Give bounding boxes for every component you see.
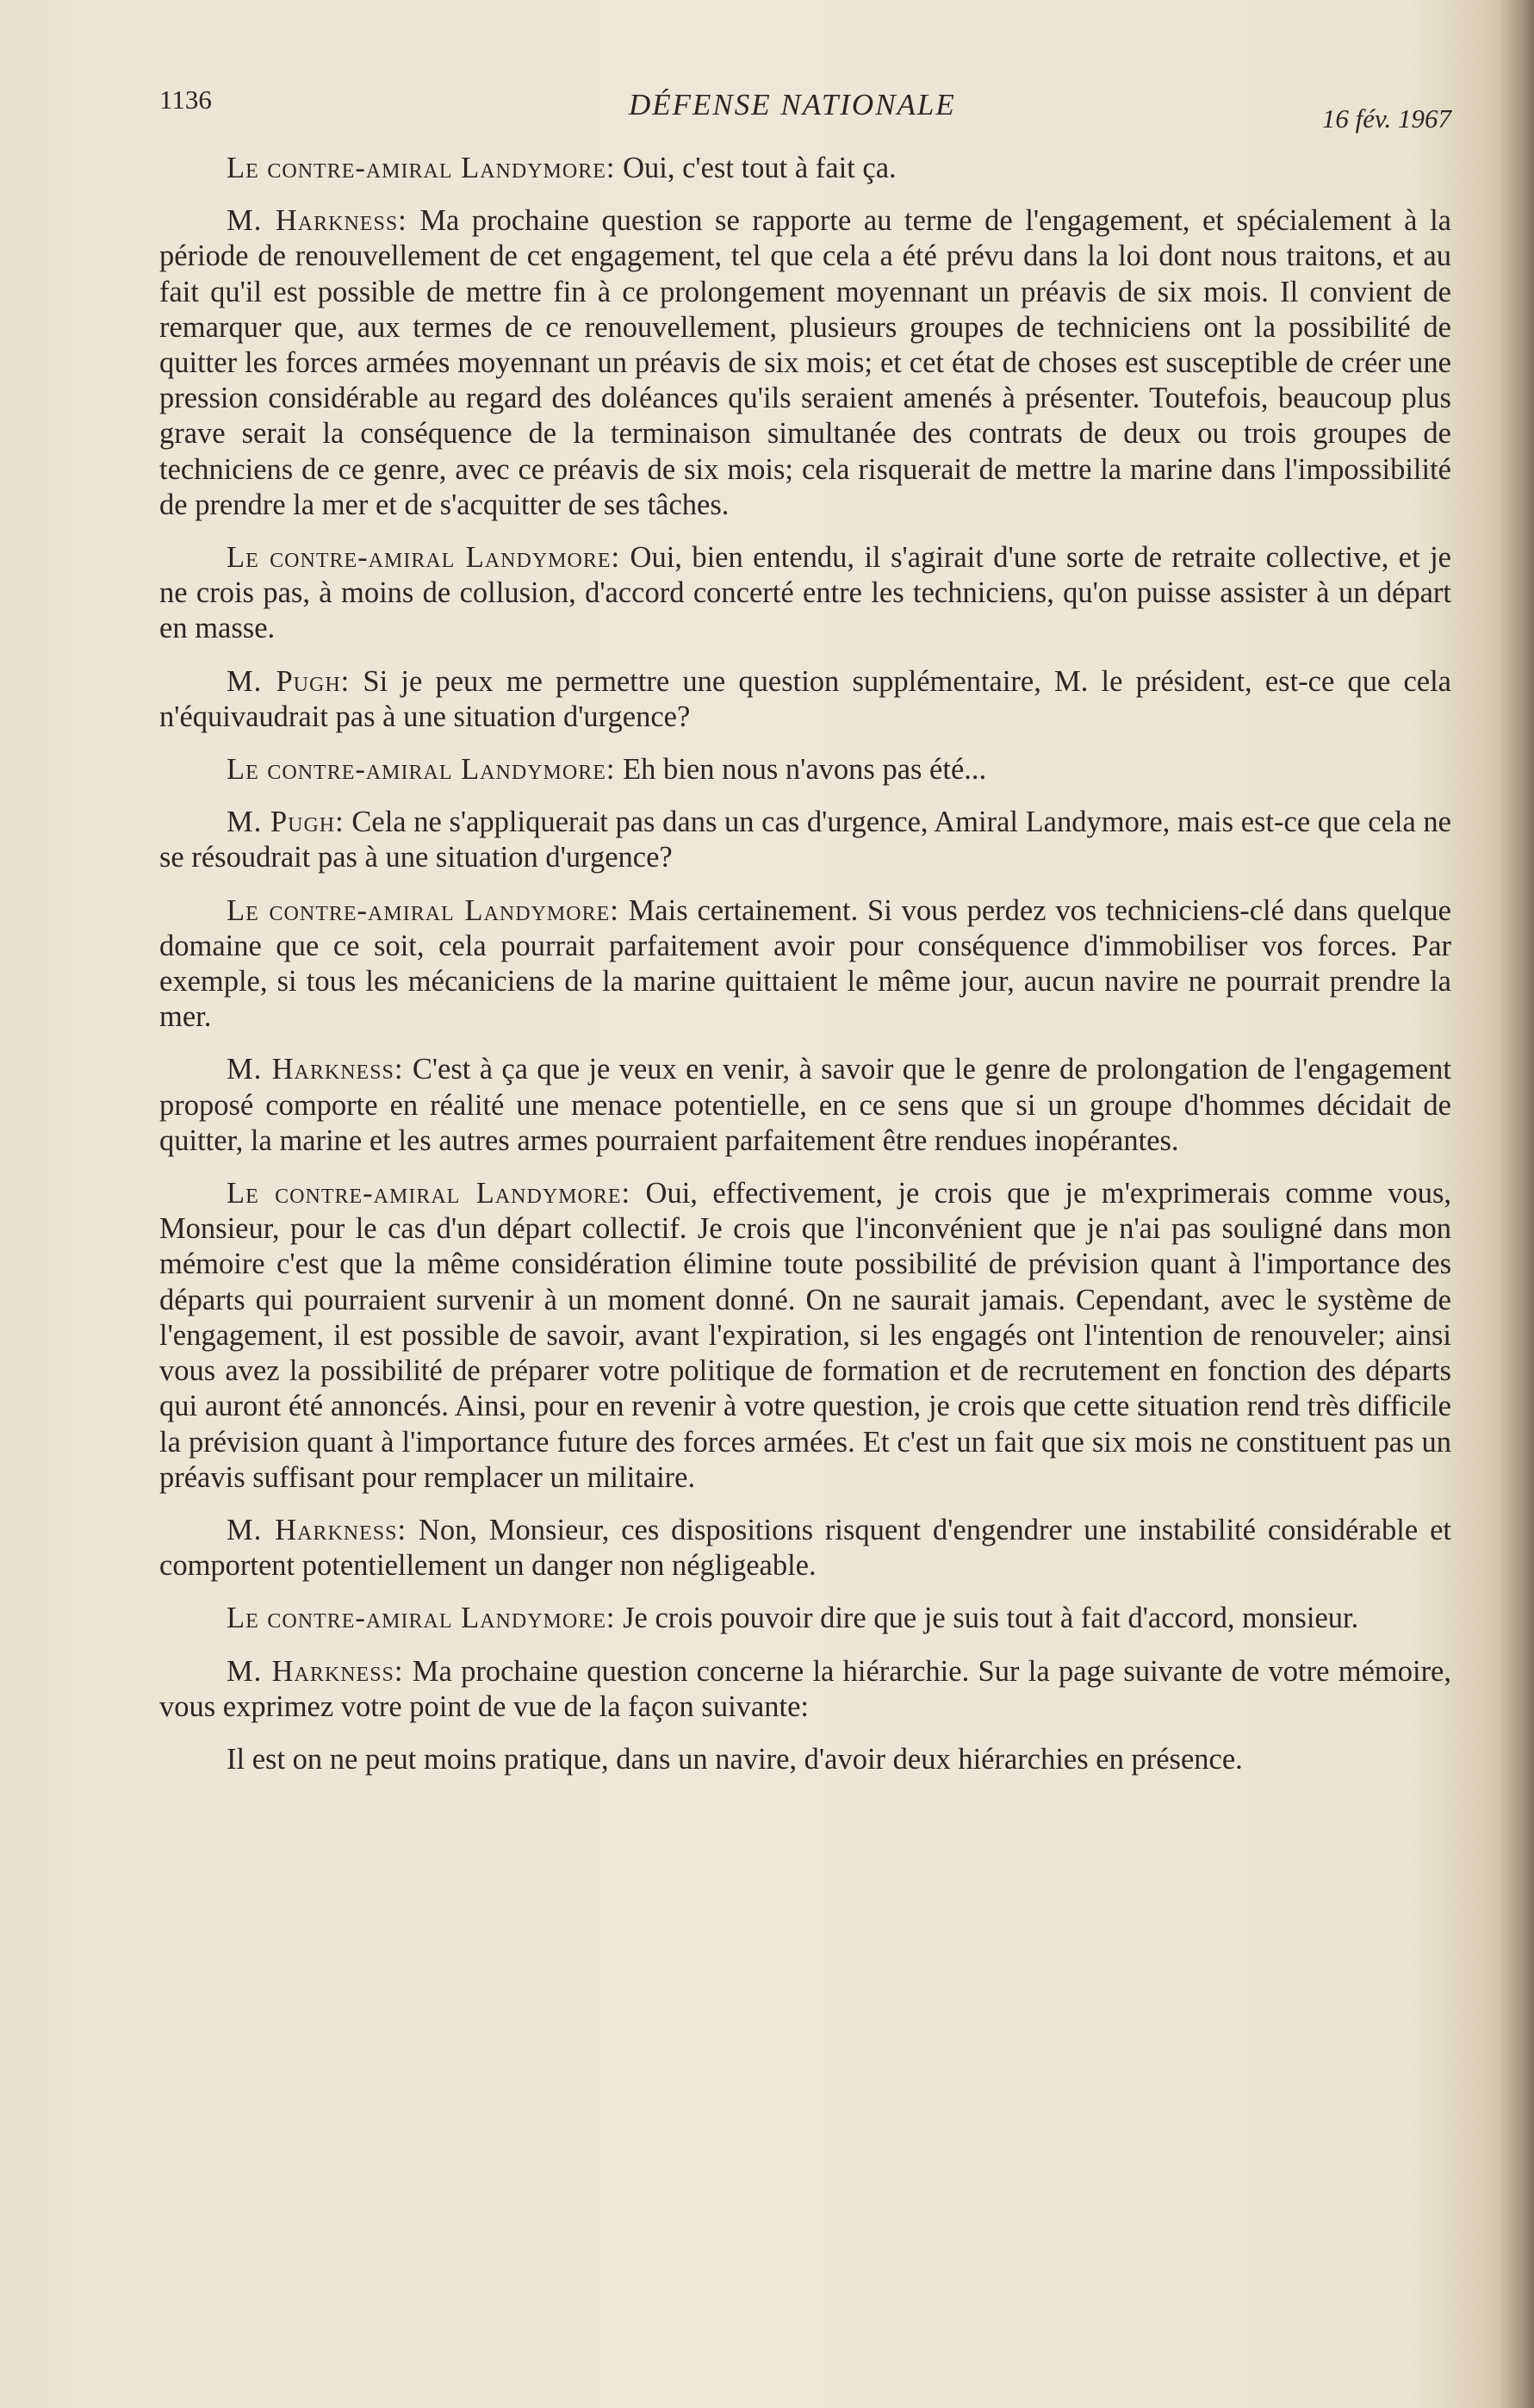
speaker-name: M. Harkness: [227, 1053, 404, 1086]
paragraph [159, 151, 1451, 186]
paragraph [159, 540, 1451, 647]
paragraph-text: Cela ne s'appliquerait pas dans un cas d'urgence, Amiral Landymore, mais est-ce que cela ne se résoudrait pas à une situation d'urgence? [159, 806, 1451, 874]
speaker-name: M. Harkness: [227, 1513, 407, 1546]
text-column [159, 82, 1451, 1777]
paragraph [159, 752, 1451, 787]
paragraph-text: Eh bien nous n'avons pas été... [615, 753, 987, 787]
paragraph [159, 1052, 1451, 1159]
paragraph [159, 1176, 1451, 1496]
speaker-name: Le contre-amiral Landymore: [227, 152, 616, 184]
speaker-name: Le contre-amiral Landymore: [227, 753, 616, 787]
paragraph [159, 1601, 1451, 1636]
paragraph [159, 893, 1451, 1036]
paragraph [159, 203, 1451, 523]
speaker-name: Le contre-amiral Landymore: [227, 893, 619, 927]
header-date: 16 fév. 1967 [1321, 103, 1451, 134]
paragraph [159, 1654, 1451, 1725]
speaker-name: M. Harkness: [227, 1654, 404, 1688]
paragraph-text: Oui, bien entendu, il s'agirait d'une sorte de retraite collective, et je ne crois pas, à moins de collusion, d'accord concerté entre les techniciens, qu'on puisse assister à un départ en masse. [159, 541, 1451, 645]
paragraph-text: C'est à ça que je veux en venir, à savoir que le genre de prolongation de l'engagement proposé comporte en réalité une menace potentielle, en ce sens que si un groupe d'hommes décidait de quitter, la marine et les autres armes pourraient parfaitement être rendues inopérantes. [159, 1053, 1451, 1157]
paragraph-text: Je crois pouvoir dire que je suis tout à fait d'accord, monsieur. [615, 1602, 1359, 1635]
block-quote: Il est on ne peut moins pratique, dans un navire, d'avoir deux hiérarchies en présence. [227, 1742, 1243, 1776]
paragraph [159, 1513, 1451, 1584]
page-header [159, 82, 1451, 151]
paragraph-text: Si je peux me permettre une question supplémentaire, M. le président, est-ce que cela n'équivaudrait pas à une situation d'urgence? [159, 664, 1451, 733]
running-title: DÉFENSE NATIONALE [629, 88, 956, 121]
speaker-name: M. Pugh: [227, 664, 351, 698]
speaker-name: M. Harkness: [227, 204, 407, 238]
paragraph-text: Oui, c'est tout à fait ça. [615, 152, 897, 184]
paragraph-text: Non, Monsieur, ces dispositions risquent d'engendrer une instabilité considérable et comportent potentiellement un danger non négligeable. [159, 1513, 1451, 1583]
page-number: 1136 [159, 84, 212, 115]
paragraph-text: Mais certainement. Si vous perdez vos techniciens-clé dans quelque domaine que ce soit, cela pourrait parfaitement avoir pour conséquence d'immobiliser vos forces. Par exemple, si tous les mécaniciens de la marine quittaient le même jour, aucun navire ne pourrait prendre la mer. [159, 893, 1451, 1034]
paragraph-text: Oui, effectivement, je crois que je m'exprimerais comme vous, Monsieur, pour le cas d'un départ collectif. Je crois que l'inconvénient que je n'ai pas souligné dans mon mémoire c'est que la même considération élimine toute possibilité de prévision quant à l'importance des départs qui pourraient survenir à un moment donné. On ne saurait jamais. Cependant, avec le système de l'engagement, il est possible de savoir, avant l'expiration, si les engagés ont l'intention de renouveler; ainsi vous avez la possibilité de préparer votre politique de formation et de recrutement en fonction des départs qui auront été annoncés. Ainsi, pour en revenir à votre question, je crois que cette situation rend très difficile la prévision quant à l'importance future des forces armées. Et c'est un fait que six mois ne constituent pas un préavis suffisant pour remplacer un militaire. [159, 1177, 1451, 1494]
paragraph [159, 805, 1451, 875]
paragraph [159, 664, 1451, 735]
paragraph-text: Ma prochaine question concerne la hiérarchie. Sur la page suivante de votre mémoire, vous exprimez votre point de vue de la façon suivante: [159, 1654, 1451, 1723]
speaker-name: Le contre-amiral Landymore: [227, 1177, 631, 1210]
speaker-name: Le contre-amiral Landymore: [227, 541, 621, 575]
paragraph-text: Ma prochaine question se rapporte au terme de l'engagement, et spécialement à la période de renouvellement de cet engagement, tel que cela a été prévu dans la loi dont nous traitons, et au fait qu'il est possible de mettre fin à ce prolongement moyennant un préavis de six mois. Il convient de remarquer que, aux termes de ce renouvellement, plusieurs groupes de techniciens ont la possibilité de quitter les forces armées moyennant un préavis de six mois; et cet état de choses est susceptible de créer une pression considérable au regard des doléances qu'ils seraient amenés à présenter. Toutefois, beaucoup plus grave serait la conséquence de la terminaison simultanée des contrats de deux ou trois groupes de techniciens de ce genre, avec ce préavis de six mois; cela risquerait de mettre la marine dans l'impossibilité de prendre la mer et de s'acquitter de ses tâches. [159, 204, 1451, 521]
speaker-name: M. Pugh: [227, 806, 345, 839]
speaker-name: Le contre-amiral Landymore: [227, 1602, 616, 1635]
